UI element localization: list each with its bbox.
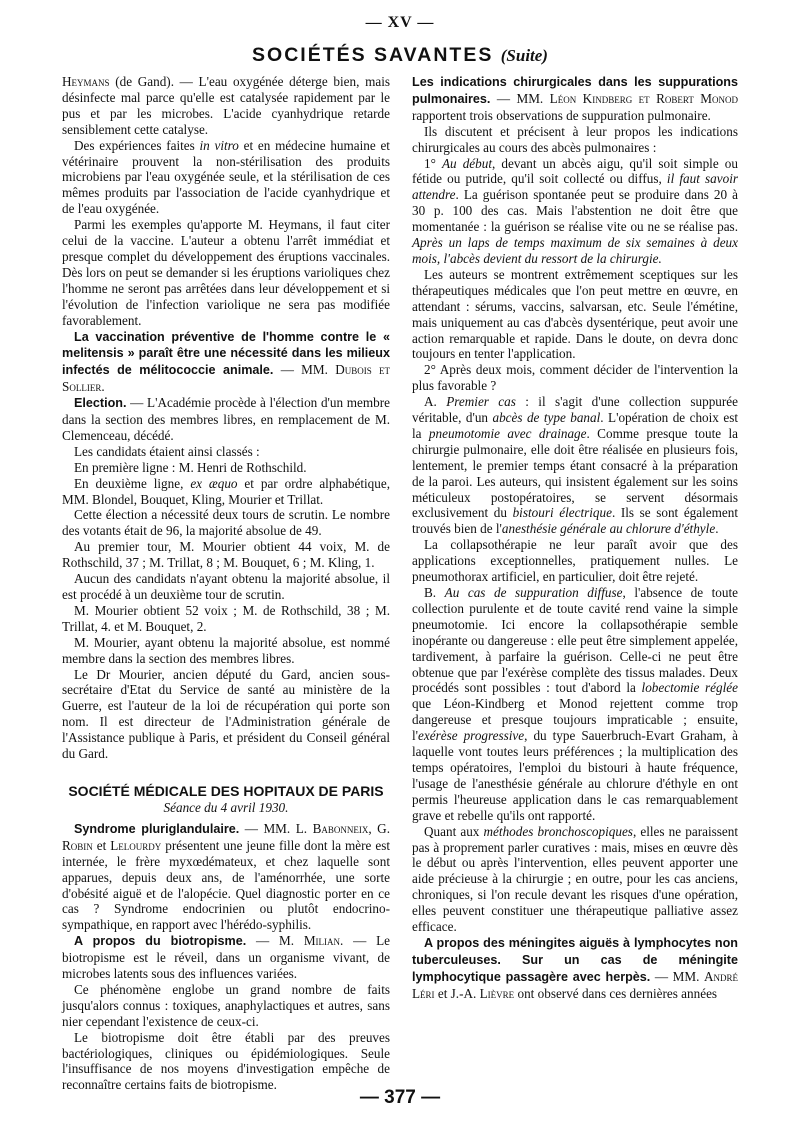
author-name: Milian xyxy=(303,933,341,949)
paragraph xyxy=(412,156,738,267)
paragraph: Parmi les exemples qu'apporte M. Heymans, il faut citer celui de la vaccine. L'auteur a obtenu l'arrêt immédiat et presque complet du développement des éruptions vaccinales. Dès lors on peut se demander si les éruptions varioliques chez l'homme ne seront pas arrêtées dans leur développement et si l'évolution de l'infection variolique ne sera pas modifiée favorablement. xyxy=(62,217,390,328)
paragraph xyxy=(62,933,390,982)
right-column xyxy=(412,74,738,1002)
paragraph-text: . xyxy=(715,521,719,537)
paragraph: La collapsothérapie ne leur paraît avoir que des applications exceptionnelles, pratiquement nulles. Le pneumothorax artificiel, en particulier, doit être rejeté. xyxy=(412,537,738,585)
emphasis: Au début xyxy=(441,155,493,171)
paragraph-text: 1° xyxy=(424,155,442,171)
roman-page-number: — XV — xyxy=(365,14,435,31)
paragraph-text: : il s'agit d'une collection suppurée véritable, d'un xyxy=(412,394,739,426)
emphasis: pneumotomie avec drainage xyxy=(428,425,587,441)
paragraph xyxy=(412,394,738,537)
paragraph: Le Dr Mourier, ancien député du Gard, ancien sous-secrétaire d'Etat du Service de santé au ministère de la Guerre, est l'auteur de la loi de récupération qui porte son nom. Il est directeur de l'Administration générale de l'Assistance publique à Paris, et président du Conseil général du Gard. xyxy=(62,666,390,762)
paragraph xyxy=(62,74,390,138)
paragraph-text: rapportent trois observations de suppuration pulmonaire. xyxy=(412,107,711,123)
paragraph xyxy=(412,824,738,935)
paragraph-text: et par ordre alphabétique, MM. Blondel, Bouquet, Kling, Mourier et Trillat. xyxy=(62,475,390,507)
paragraph-text: et en médecine humaine et vétérinaire prouvent la non-stérilisation des produits microbiens par l'eau oxygénée seule, et la stérilisation de ces mêmes produits par l'association de l'acide cyanhydrique et de l'eau oxygénée. xyxy=(62,137,390,217)
paragraph-text: Des expériences faites xyxy=(74,137,200,153)
emphasis: il faut savoir attendre xyxy=(412,171,738,203)
page-title xyxy=(0,44,800,67)
emphasis: lobectomie réglée xyxy=(641,680,738,696)
paragraph-text: — MM. xyxy=(273,362,336,378)
emphasis: Premier cas xyxy=(446,394,516,410)
paragraph-text: . Ils se sont également trouvés bien de l' xyxy=(412,505,739,537)
paragraph: Le biotropisme doit être établi par des preuves bactériologiques, cliniques ou épidémiologiques. Seule l'insuffisance de nos moyens d'investigation empêche de reconnaître certains faits de biotropisme. xyxy=(62,1029,390,1093)
paragraph: Cette élection a nécessité deux tours de scrutin. Le nombre des votants était de 96, la majorité absolue de 49. xyxy=(62,507,390,539)
author-name: Léon Kindberg et Robert Monod xyxy=(549,90,738,106)
paragraph-heading: Election. xyxy=(74,396,127,411)
paragraph: Au premier tour, M. Mourier obtient 44 voix, M. de Rothschild, 37 ; M. Trillat, 8 ; M. Bouquet, 6 ; M. Kling, 1. xyxy=(62,539,390,571)
paragraph: Aucun des candidats n'ayant obtenu la majorité absolue, il est procédé à un deuxième tour de scrutin. xyxy=(62,571,390,602)
paragraph-text: — MM. xyxy=(490,90,550,106)
paragraph-text: , G. xyxy=(368,820,390,836)
paragraph: M. Mourier obtient 52 voix ; M. de Rothschild, 38 ; M. Trillat, 4. et M. Bouquet, 2. xyxy=(62,602,390,634)
paragraph xyxy=(62,138,390,218)
paragraph-heading: Syndrome pluriglandulaire. xyxy=(74,821,240,836)
paragraph: En première ligne : M. Henri de Rothschild. xyxy=(74,459,307,475)
left-column xyxy=(62,74,390,1093)
author-name: Robin xyxy=(62,837,93,853)
paragraph-text: ont observé dans ces dernières années xyxy=(514,985,718,1001)
paragraph: Les auteurs se montrent extrêmement sceptiques sur les thérapeutiques médicales que l'on peut mettre en œuvre, en attendant : sérums, vaccins, salvarsan, etc. Seule l'émétine, mais uniquement au cas d'abcès dysentérique, peut avoir une action remarquable et rapide. Dans le doute, on devra donc toujours en tenter l'application. xyxy=(412,266,738,362)
paragraph-text: — MM. xyxy=(650,968,704,984)
paragraph-text: présentent une jeune fille dont la mère est internée, le frère myxœdémateux, et chez laquelle sont apparues, depuis deux ans, de l'aménorrhée, une sorte d'obésité aiguë et de l'alopécie. Quel diagnostic porter en ce cas ? Syndrome endocrinien ou plutôt endocrino-sympathique, en rapport avec l'hérédo-syphilis. xyxy=(62,837,390,933)
paragraph-text: . La guérison spontanée peut se produire dans 20 à 30 p. 100 des cas. Mais l'abstention ne doit être que momentanée : la guérison se réalise vite ou ne se réalise pas. xyxy=(412,187,738,235)
paragraph-text: . xyxy=(101,379,105,395)
paragraph: 2° Après deux mois, comment décider de l'intervention la plus favorable ? xyxy=(412,362,738,394)
author-name: André Léri xyxy=(412,968,738,1001)
paragraph-text: En deuxième ligne, xyxy=(74,475,191,491)
paragraph-heading: A propos du biotropisme. xyxy=(74,934,247,949)
author-name: Lièvre xyxy=(479,985,515,1001)
paragraph-heading: La vaccination préventive de l'homme contre le « melitensis » paraît être une nécessité dans les milieux infectés de mélitococcie animale. xyxy=(62,329,390,378)
paragraph-text: , l'absence de toute collection purulente et de toute cavité rend vaine la simple pneumotomie. Ici encore la collapsothérapie semble inopérante ou dangereuse : elle peut être simplement appelée, tardivement, à parfaire la guérison. Celle-ci ne peut être obtenue que par l'exérèse complète des tissus malades. Deux procédés sont possibles : tout d'abord la xyxy=(412,585,739,696)
paragraph: Les candidats étaient ainsi classés : xyxy=(74,443,260,459)
paragraph-text: , elles ne paraissent pas à proprement parler curatives : mais, mises en œuvre dès le début ou après l'intervention, elles peuvent apporter une aide précieuse à la chirurgie ; en outre, pour les cas anciens, chroniques, si l'on recule devant les risques d'une opération, elles peuvent constituer une thérapeutique palliative assez efficace. xyxy=(412,823,738,935)
paragraph-text: — M. xyxy=(246,933,304,949)
paragraph-text: . Comme presque toute la chirurgie pulmonaire, elle doit être réalisée en plusieurs fois, lentement, le premier temps étant consacré à la préparation de la paroi. Les auteurs, qui insistent également sur les soins méticuleux postopératoires, se servent désormais exclusivement du xyxy=(412,425,738,521)
emphasis: ex æquo xyxy=(190,475,238,491)
emphasis: exérèse progressive xyxy=(418,728,525,744)
author-name: Heymans xyxy=(62,74,110,89)
paragraph xyxy=(62,821,390,933)
emphasis: Après un laps de temps maximum de six semaines à deux mois, l'abcès devient du ressort de la chirurgie. xyxy=(412,235,738,266)
paragraph-heading: Les indications chirurgicales dans les suppurations pulmonaires. xyxy=(412,75,738,106)
paragraph: M. Mourier, ayant obtenu la majorité absolue, est nommé membre dans la section des membres libres. xyxy=(62,634,390,666)
paragraph-text: , devant un abcès aigu, qu'il soit simple ou fétide ou putride, qu'il soit collecté ou diffus, xyxy=(412,155,738,187)
paragraph-text: , du type Sauerbruch-Evart Graham, à laquelle vont toutes leurs préférences ; la multiplication des temps opératoires, l'emploi du bistouri à haute fréquence, l'usage de l'anesthésie générale au chlorure d'éthyle en ont permis l'heureuse application dans le cas remarquablement grave et rebelle qu'ils ont rapporté. xyxy=(412,728,738,823)
emphasis: méthodes bronchoscopiques xyxy=(483,823,633,839)
author-name: Lelourdy xyxy=(110,837,162,853)
page-title-suffix: (Suite) xyxy=(500,46,548,65)
paragraph-text: . — Le biotropisme est le réveil, dans un organisme vivant, de microbes latents sous des influences variées. xyxy=(62,933,390,982)
paragraph-text: que Léon-Kindberg et Monod rejettent comme trop dangereuse et presque toujours impraticable ; ensuite, l' xyxy=(412,696,738,744)
paragraph-text: et J.-A. xyxy=(434,985,480,1001)
section-title: SOCIÉTÉ MÉDICALE DES HOPITAUX DE PARIS xyxy=(68,782,384,799)
paragraph-text: . L'opération de choix est la xyxy=(412,410,738,441)
emphasis: Au cas de suppuration diffuse xyxy=(444,585,623,600)
paragraph-heading: A propos des méningites aiguës à lymphocytes non tuberculeuses. Sur un cas de méningite lymphocytique passagère avec herpès. xyxy=(412,935,738,984)
page-title-text: SOCIÉTÉS SAVANTES xyxy=(252,44,494,66)
paragraph xyxy=(412,74,738,124)
paragraph-text: — MM. xyxy=(239,820,296,836)
emphasis: bistouri électrique xyxy=(512,505,612,521)
paragraph-text: Quant aux xyxy=(424,823,484,839)
session-date: Séance du 4 avril 1930. xyxy=(163,799,289,815)
paragraph-text: A. xyxy=(424,394,447,410)
author-name: Dubois et Sollier xyxy=(62,362,391,395)
paragraph xyxy=(412,935,738,1002)
paragraph xyxy=(62,476,390,508)
emphasis: abcès de type banal xyxy=(492,410,601,426)
emphasis: anesthésie générale au chlorure d'éthyle xyxy=(501,521,716,537)
paragraph: Ils discutent et précisent à leur propos les indications chirurgicales au cours des abcès pulmonaires : xyxy=(412,123,738,155)
paragraph-text: B. xyxy=(424,585,445,600)
paragraph-text: (de Gand). — L'eau oxygénée déterge bien, mais désinfecte mal parce qu'elle est catalysée rapidement par le pus et par les microbes. L'acide cyanhydrique retarde sensiblement cette catalyse. xyxy=(62,74,390,137)
paragraph: Ce phénomène englobe un grand nombre de faits jusqu'alors connus : toxiques, anaphylactiques et autres, sans nier cependant l'existence de ceux-ci. xyxy=(62,981,390,1029)
author-name: L. Babonneix xyxy=(295,820,369,836)
paragraph xyxy=(412,585,738,824)
paragraph xyxy=(62,395,390,444)
paragraph-text: — L'Académie procède à l'élection d'un membre dans la section des membres libres, en remplacement de M. Clemenceau, décédé. xyxy=(62,395,390,443)
emphasis: in vitro xyxy=(199,137,239,153)
paragraph xyxy=(62,329,390,396)
page-number: — 377 — xyxy=(359,1087,441,1108)
paragraph-text: et xyxy=(92,837,111,853)
